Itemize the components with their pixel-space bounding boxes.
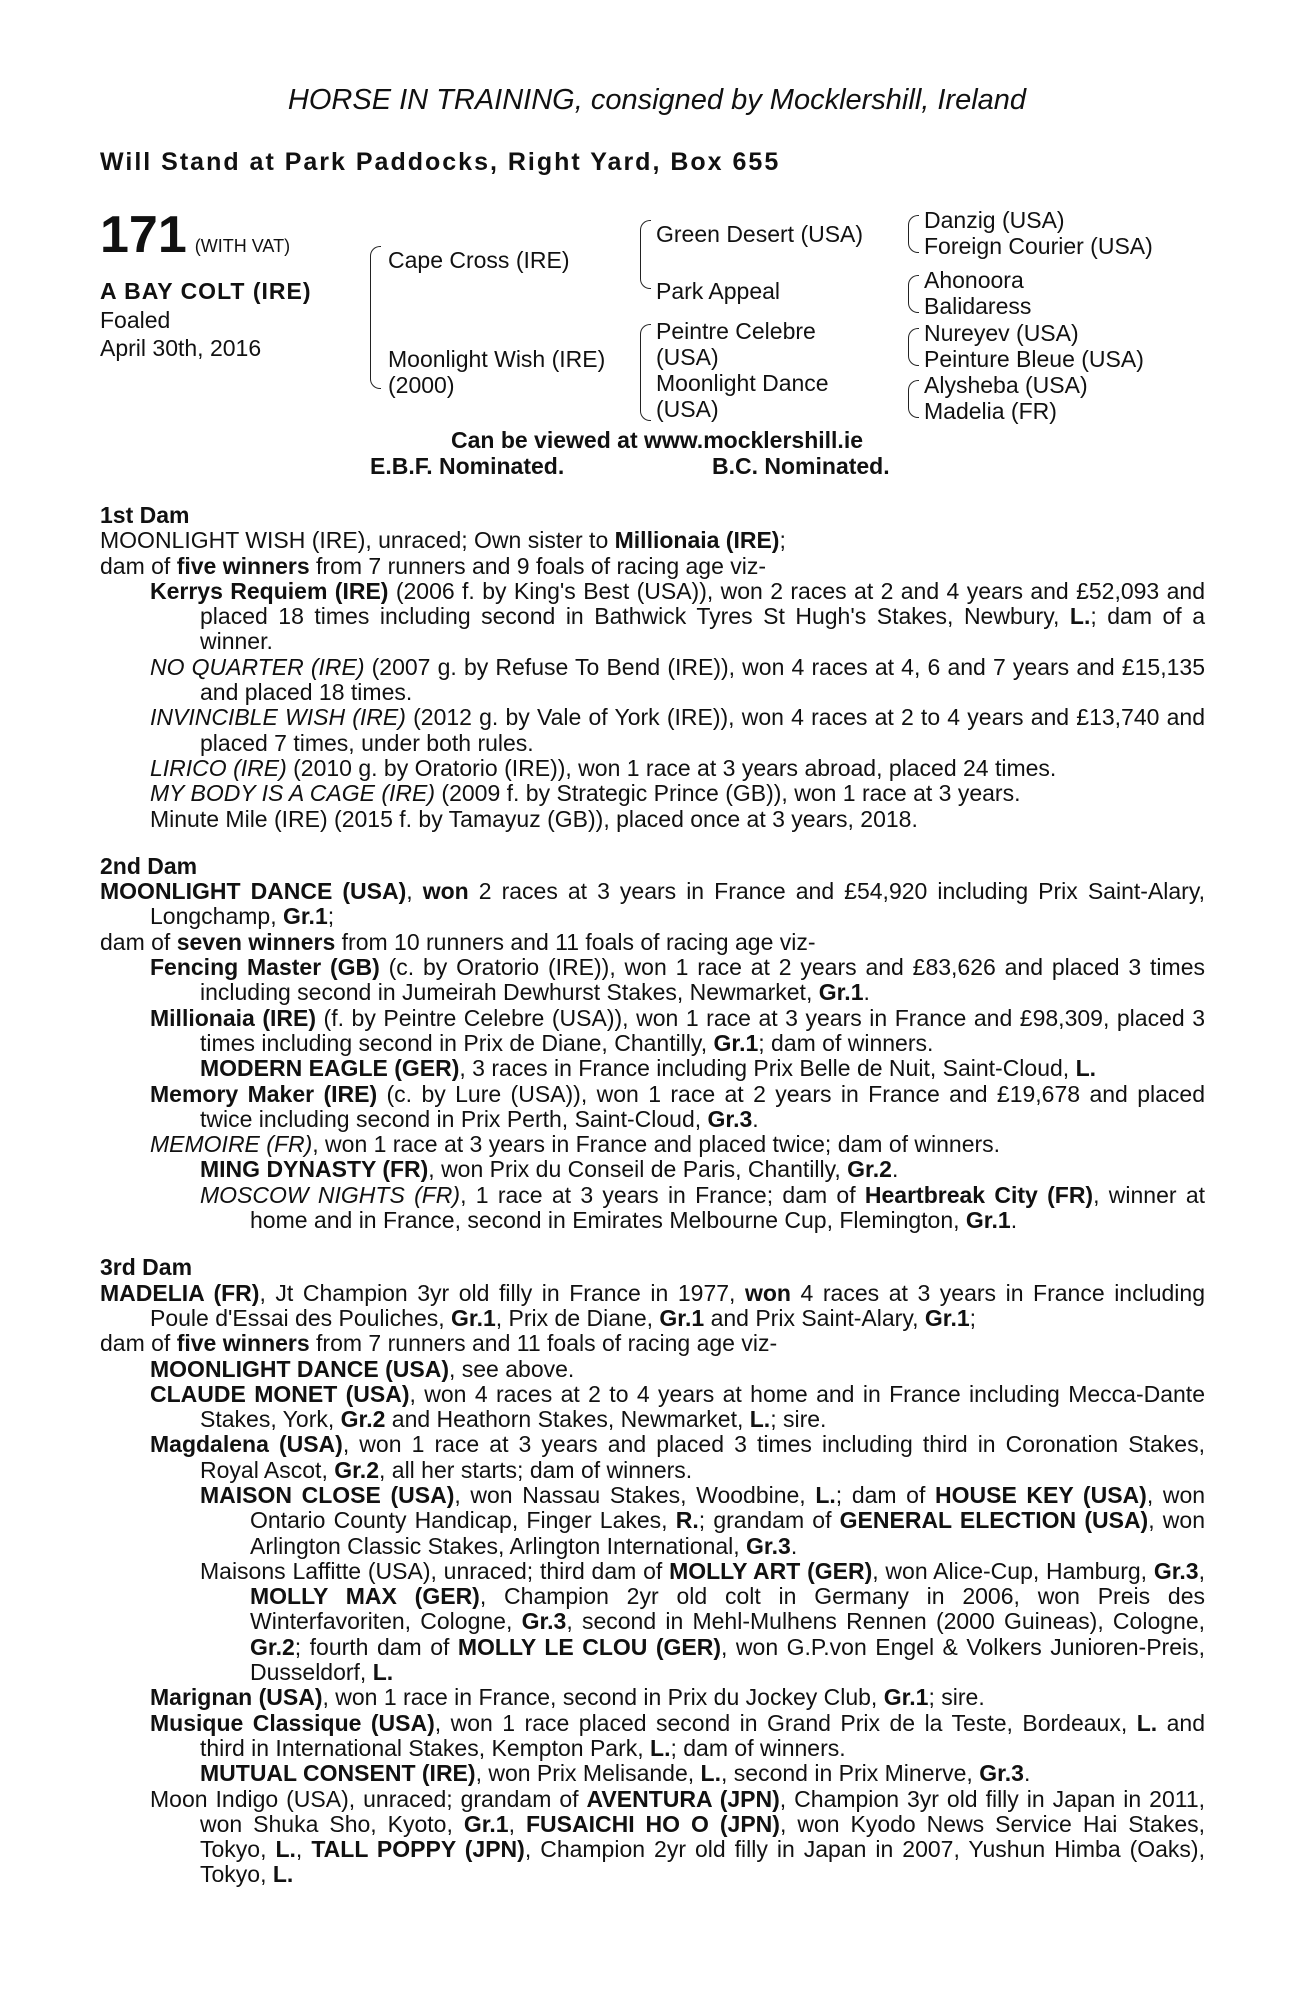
produce-entry: MODERN EAGLE (GER), 3 races in France including Prix Belle de Nuit, Saint-Cloud, L.	[200, 1055, 1097, 1082]
pedigree-sire-dam: Park Appeal	[656, 278, 781, 304]
produce-entry: Memory Maker (IRE) (c. by Lure (USA)), won 1 race at 2 years in France and £19,678 and placed twice including second in Prix Perth, Saint-Cloud, Gr.3.	[150, 1080, 1205, 1132]
produce-entry: INVINCIBLE WISH (IRE) (2012 g. by Vale of York (IRE)), won 4 races at 2 to 4 years and £13,740 and placed 7 times, under both rules.	[150, 704, 1205, 756]
pedigree-dam-dam: Moonlight Dance	[656, 370, 829, 396]
produce-entry: MOSCOW NIGHTS (FR), 1 race at 3 years in France; dam of Heartbreak City (FR), winner at home and in France, second in Emirates Melbourne Cup, Flemington, Gr.1.	[200, 1181, 1205, 1234]
produce-entry: CLAUDE MONET (USA), won 4 races at 2 to 4 years at home and in France including Mecca-Dante Stakes, York, Gr.2 and Heathorn Stakes, Newmarket, L.; sire.	[150, 1380, 1205, 1433]
lot-number: 171	[100, 206, 187, 264]
produce-entry: MING DYNASTY (FR), won Prix du Conseil de Paris, Chantilly, Gr.2.	[200, 1156, 899, 1183]
pedigree-sire: Cape Cross (IRE)	[388, 247, 570, 273]
first-dam-intro: MOONLIGHT WISH (IRE), unraced; Own sister to Millionaia (IRE);	[100, 527, 786, 554]
pedigree-sire-sire: Green Desert (USA)	[656, 221, 864, 247]
second-dam-section	[100, 854, 1205, 1233]
pedigree-dss: Nureyev (USA)	[924, 320, 1079, 346]
produce-entry: Musique Classique (USA), won 1 race placed second in Grand Prix de la Teste, Bordeaux, L. and third in International Stakes, Kempton Park, L.; dam of winners.	[150, 1709, 1205, 1761]
stand-location: Will Stand at Park Paddocks, Right Yard, Box 655	[100, 148, 781, 176]
pedigree-dam-sire-country: (USA)	[656, 344, 719, 370]
foaled-date: April 30th, 2016	[100, 335, 262, 361]
horse-description: A BAY COLT (IRE)	[100, 278, 312, 304]
produce-entry: MUTUAL CONSENT (IRE), won Prix Melisande, L., second in Prix Minerve, Gr.3.	[200, 1760, 1031, 1787]
produce-entry: Magdalena (USA), won 1 race at 3 years and placed 3 times including third in Coronation Stakes, Royal Ascot, Gr.2, all her starts; dam of winners.	[150, 1431, 1205, 1483]
second-dam-intro: MOONLIGHT DANCE (USA), won 2 races at 3 years in France and £54,920 including Prix Saint-Alary, Longchamp, Gr.1;	[100, 878, 1205, 930]
first-dam-produce-summary: dam of five winners from 7 runners and 9 foals of racing age viz-	[100, 552, 767, 579]
pedigree-dam-sire: Peintre Celebre	[656, 318, 816, 344]
page-header: HORSE IN TRAINING, consigned by Mocklershill, Ireland	[287, 84, 1027, 116]
pedigree-dsd: Peinture Bleue (USA)	[924, 346, 1144, 372]
catalogue-body	[100, 503, 1205, 1910]
first-dam-heading: 1st Dam	[100, 502, 190, 528]
lot-number-block	[100, 205, 290, 265]
pedigree-ddd: Madelia (FR)	[924, 398, 1057, 424]
produce-entry: LIRICO (IRE) (2010 g. by Oratorio (IRE)), won 1 race at 3 years abroad, placed 24 times.	[150, 754, 1057, 781]
website-note: Can be viewed at www.mocklershill.ie	[450, 427, 863, 453]
produce-entry: NO QUARTER (IRE) (2007 g. by Refuse To Bend (IRE)), won 4 races at 4, 6 and 7 years and £15,135 and placed 18 times.	[150, 653, 1205, 706]
produce-entry: Maisons Laffitte (USA), unraced; third dam of MOLLY ART (GER), won Alice-Cup, Hamburg, Gr.3, MOLLY MAX (GER), Champion 2yr old colt in Germany in 2006, won Preis des Winterfavoriten, Cologne, Gr.3, second in Mehl-Mulhens Rennen (2000 Guineas), Cologne, Gr.2; fourth dam of MOLLY LE CLOU (GER), won G.P.von Engel & Volkers Junioren-Preis, Dusseldorf, L.	[200, 1557, 1205, 1686]
pedigree-dam-year: (2000)	[388, 372, 455, 398]
third-dam-produce-summary: dam of five winners from 7 runners and 11 foals of racing age viz-	[100, 1330, 778, 1357]
pedigree-sss: Danzig (USA)	[924, 207, 1065, 233]
vat-note: (WITH VAT)	[194, 236, 291, 256]
second-dam-heading: 2nd Dam	[100, 852, 198, 879]
produce-entry: Fencing Master (GB) (c. by Oratorio (IRE)), won 1 race at 2 years and £83,626 and placed 3 times including second in Jumeirah Dewhurst Stakes, Newmarket, Gr.1.	[150, 954, 1205, 1006]
pedigree-dam-dam-country: (USA)	[656, 396, 719, 422]
foaled-info	[100, 306, 261, 362]
first-dam-section	[100, 503, 1205, 832]
produce-entry: Marignan (USA), won 1 race in France, second in Prix du Jockey Club, Gr.1; sire.	[150, 1684, 985, 1711]
produce-entry: Kerrys Requiem (IRE) (2006 f. by King's Best (USA)), won 2 races at 2 and 4 years and £52,093 and placed 18 times including second in Bathwick Tyres St Hugh's Stakes, Newbury, L.; dam of a winner.	[150, 577, 1205, 655]
produce-entry: MEMOIRE (FR), won 1 race at 3 years in France and placed twice; dam of winners.	[150, 1131, 1001, 1158]
third-dam-section	[100, 1255, 1205, 1887]
ebf-nomination: E.B.F. Nominated.	[370, 453, 565, 479]
pedigree-ssd: Foreign Courier (USA)	[924, 233, 1153, 259]
produce-entry: MOONLIGHT DANCE (USA), see above.	[150, 1355, 575, 1382]
pedigree-dam: Moonlight Wish (IRE)	[388, 346, 606, 372]
produce-entry: Millionaia (IRE) (f. by Peintre Celebre (USA)), won 1 race at 3 years in France and £98,309, placed 3 times including second in Prix de Diane, Chantilly, Gr.1; dam of winners.	[150, 1004, 1205, 1056]
produce-entry: Minute Mile (IRE) (2015 f. by Tamayuz (GB)), placed once at 3 years, 2018.	[150, 805, 918, 832]
pedigree-sdd: Balidaress	[924, 293, 1032, 319]
second-dam-produce-summary: dam of seven winners from 10 runners and 11 foals of racing age viz-	[100, 928, 816, 955]
pedigree-sds: Ahonoora	[924, 267, 1024, 293]
produce-entry: MAISON CLOSE (USA), won Nassau Stakes, Woodbine, L.; dam of HOUSE KEY (USA), won Ontario County Handicap, Finger Lakes, R.; grandam of GENERAL ELECTION (USA), won Arlington Classic Stakes, Arlington International, Gr.3.	[200, 1481, 1206, 1559]
pedigree-dds: Alysheba (USA)	[924, 372, 1088, 398]
third-dam-heading: 3rd Dam	[100, 1254, 193, 1281]
third-dam-intro: MADELIA (FR), Jt Champion 3yr old filly in France in 1977, won 4 races at 3 years in France including Poule d'Essai des Pouliches, Gr.1, Prix de Diane, Gr.1 and Prix Saint-Alary, Gr.1;	[100, 1279, 1205, 1331]
produce-entry: Moon Indigo (USA), unraced; grandam of AVENTURA (JPN), Champion 3yr old filly in Japan in 2011, won Shuka Sho, Kyoto, Gr.1, FUSAICHI HO O (JPN), won Kyodo News Service Hai Stakes, Tokyo, L., TALL POPPY (JPN), Champion 2yr old filly in Japan in 2007, Yushun Himba (Oaks), Tokyo, L.	[150, 1785, 1206, 1888]
produce-entry: MY BODY IS A CAGE (IRE) (2009 f. by Strategic Prince (GB)), won 1 race at 3 years.	[150, 780, 1021, 807]
foaled-label: Foaled	[100, 307, 171, 333]
bc-nomination: B.C. Nominated.	[712, 453, 890, 479]
